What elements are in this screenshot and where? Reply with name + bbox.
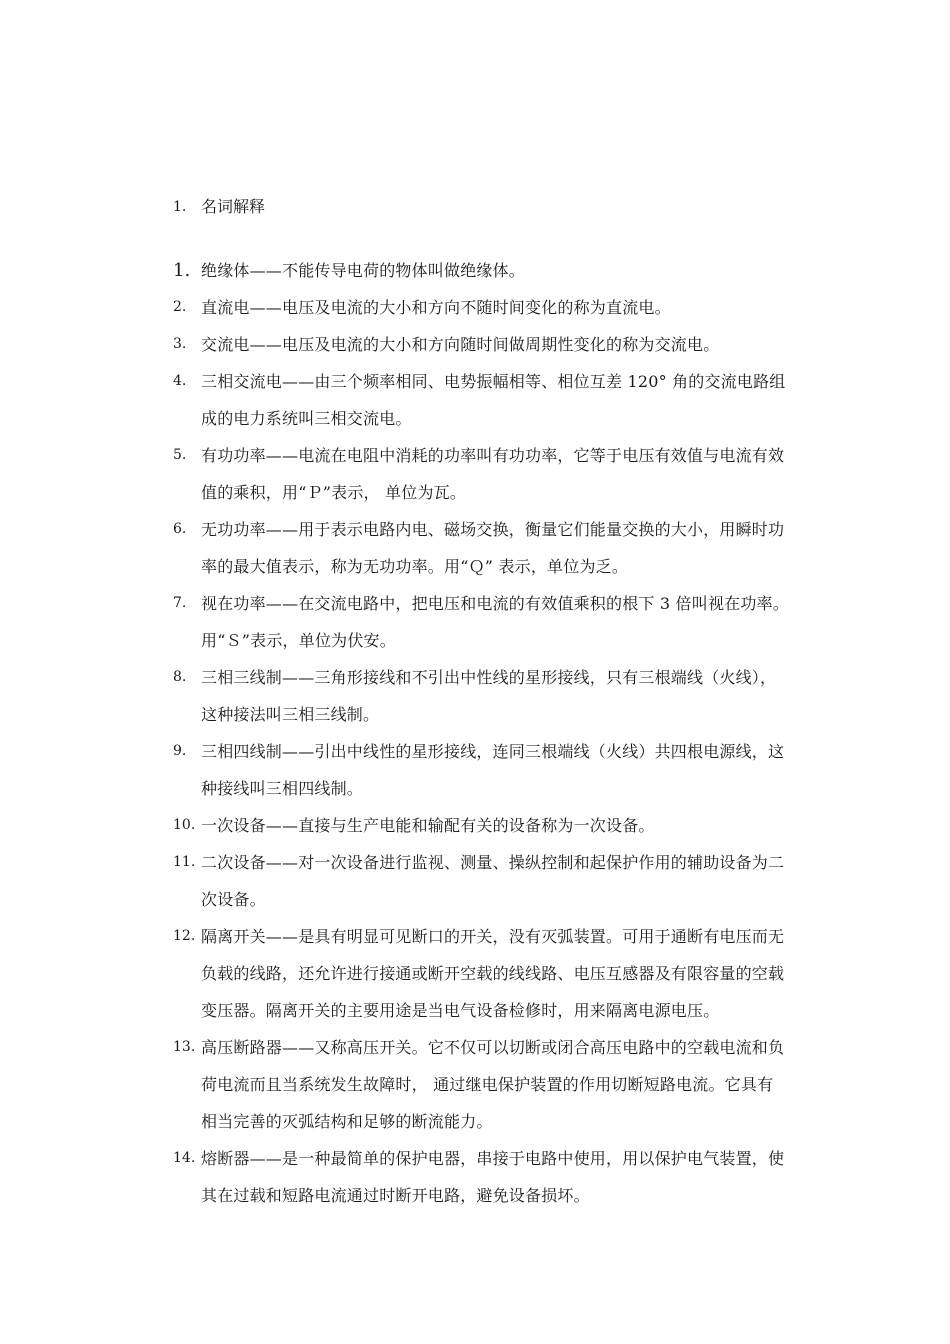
item-number: 12.: [173, 928, 196, 944]
definition-item: [173, 511, 813, 585]
item-text: [201, 1029, 813, 1140]
item-number: 7.: [173, 595, 187, 611]
item-text: [201, 659, 813, 733]
item-text: [201, 326, 813, 363]
item-number: 11.: [173, 854, 196, 870]
item-text-line: 率的最大值表示，称为无功功率。用“Ｑ” 表示，单位为乏。: [201, 557, 629, 576]
item-text: [201, 1140, 813, 1214]
definition-item: [173, 844, 813, 918]
section-title: 名词解释: [201, 197, 266, 216]
item-text: [201, 585, 813, 659]
item-text-line: 交流电——电压及电流的大小和方向随时间做周期性变化的称为交流电。: [201, 335, 720, 354]
item-text-line: 三相四线制——引出中线性的星形接线，连同三根端线（火线）共四根电源线，这: [201, 742, 785, 761]
item-text-line: 无功功率——用于表示电路内电、磁场交换，衡量它们能量交换的大小，用瞬时功: [201, 520, 785, 539]
definition-item: [173, 918, 813, 1029]
definition-item: [173, 437, 813, 511]
item-text: [201, 437, 813, 511]
item-text-line: 成的电力系统叫三相交流电。: [201, 409, 412, 428]
definition-item: [173, 326, 813, 363]
definition-list: [173, 252, 813, 1214]
item-number: 3.: [173, 336, 187, 352]
definition-item: [173, 252, 813, 289]
item-text-line: 有功功率——电流在电阻中消耗的功率叫有功功率，它等于电压有效值与电流有效: [201, 446, 785, 465]
item-number: 10.: [173, 817, 196, 833]
section-number: 1.: [173, 199, 187, 215]
item-text-line: 负载的线路，还允许进行接通或断开空载的线线路、电压互感器及有限容量的空载: [201, 964, 785, 983]
definition-item: [173, 289, 813, 326]
item-number: 8.: [173, 669, 187, 685]
item-number: 4.: [173, 373, 187, 389]
item-text-line: 荷电流而且当系统发生故障时， 通过继电保护装置的作用切断短路电流。它具有: [201, 1075, 774, 1094]
item-text-line: 次设备。: [201, 890, 266, 909]
item-text-line: 绝缘体——不能传导电荷的物体叫做绝缘体。: [201, 261, 526, 280]
definition-item: [173, 659, 813, 733]
item-number: 14.: [173, 1150, 196, 1166]
definition-item: [173, 1140, 813, 1214]
item-text-line: 视在功率——在交流电路中，把电压和电流的有效值乘积的根下 3 倍叫视在功率。: [201, 594, 789, 613]
item-text-line: 种接线叫三相四线制。: [201, 779, 364, 798]
item-text: [201, 289, 813, 326]
item-text: [201, 918, 813, 1029]
item-text: [201, 844, 813, 918]
item-text-line: 三相三线制——三角形接线和不引出中性线的星形接线，只有三根端线（火线），: [201, 668, 777, 687]
section-heading: [173, 196, 265, 218]
item-text-line: 高压断路器——又称高压开关。它不仅可以切断或闭合高压电路中的空载电流和负: [201, 1038, 785, 1057]
item-number: 6.: [173, 521, 187, 537]
item-text-line: 用“Ｓ”表示，单位为伏安。: [201, 631, 396, 650]
item-text-line: 二次设备——对一次设备进行监视、测量、操纵控制和起保护作用的辅助设备为二: [201, 853, 785, 872]
item-text-line: 直流电——电压及电流的大小和方向不随时间变化的称为直流电。: [201, 298, 671, 317]
definition-item: [173, 807, 813, 844]
item-text-line: 变压器。隔离开关的主要用途是当电气设备检修时，用来隔离电源电压。: [201, 1001, 720, 1020]
item-text-line: 一次设备——直接与生产电能和输配有关的设备称为一次设备。: [201, 816, 655, 835]
item-text: [201, 511, 813, 585]
item-number: 2.: [173, 299, 187, 315]
item-text: [201, 363, 813, 437]
item-text: [201, 733, 813, 807]
item-text: [201, 252, 813, 289]
definition-item: [173, 733, 813, 807]
definition-item: [173, 363, 813, 437]
item-text: [201, 807, 813, 844]
item-number: 9.: [173, 743, 187, 759]
item-text-line: 隔离开关——是具有明显可见断口的开关，没有灭弧装置。可用于通断有电压而无: [201, 927, 785, 946]
item-number: 1.: [173, 260, 191, 281]
item-text-line: 熔断器——是一种最简单的保护电器，串接于电路中使用，用以保护电气装置，使: [201, 1149, 785, 1168]
item-text-line: 其在过载和短路电流通过时断开电路，避免设备损坏。: [201, 1186, 590, 1205]
item-text-line: 相当完善的灭弧结构和足够的断流能力。: [201, 1112, 493, 1131]
item-text-line: 三相交流电——由三个频率相同、电势振幅相等、相位互差 120° 角的交流电路组: [201, 372, 786, 391]
item-text-line: 值的乘积，用“Ｐ”表示， 单位为瓦。: [201, 483, 467, 502]
item-number: 5.: [173, 447, 187, 463]
item-number: 13.: [173, 1039, 196, 1055]
item-text-line: 这种接法叫三相三线制。: [201, 705, 380, 724]
definition-item: [173, 585, 813, 659]
definition-item: [173, 1029, 813, 1140]
